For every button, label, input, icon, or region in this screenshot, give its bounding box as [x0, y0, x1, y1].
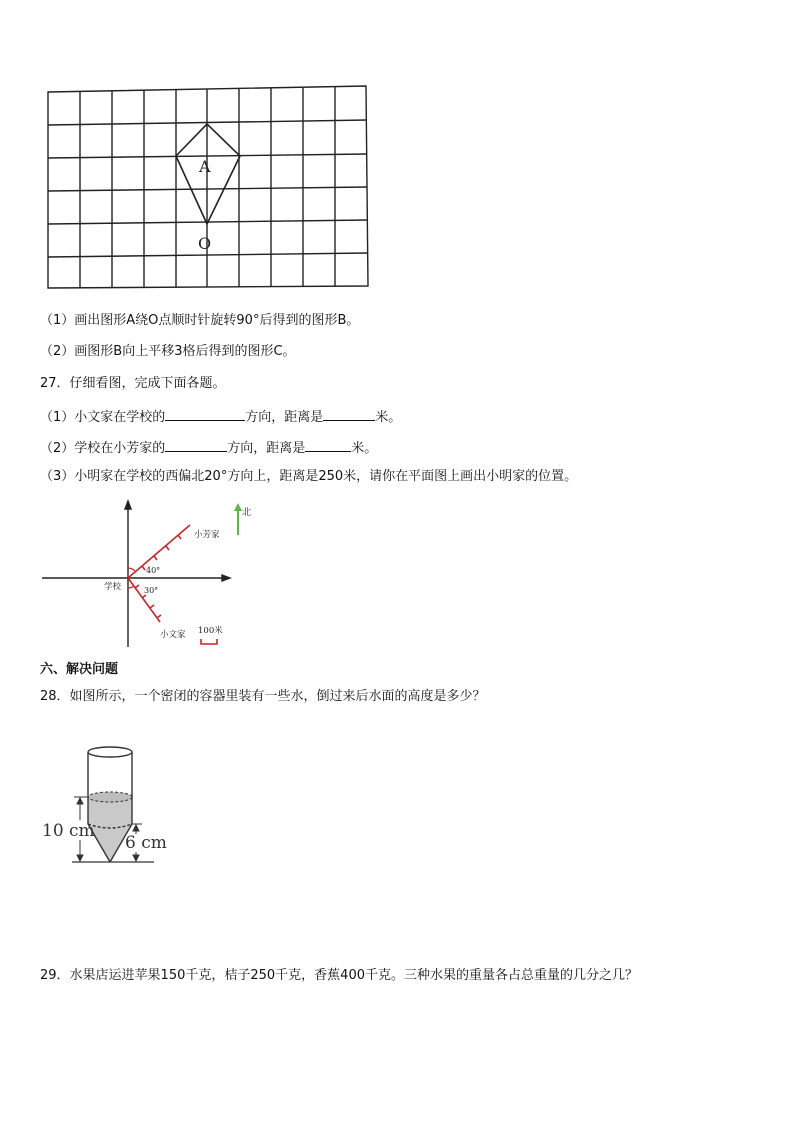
angle-label-30: 30°	[144, 586, 159, 595]
scale-bar	[201, 639, 217, 644]
q27-sub1-distance-blank[interactable]	[323, 406, 375, 421]
north-arrow-icon	[234, 503, 242, 535]
q27-sub2-distance-blank[interactable]	[305, 437, 351, 452]
ray-xiaowen	[128, 578, 161, 622]
angle-label-40: 40°	[146, 566, 161, 575]
q27-sub2-middle: 方向，距离是	[227, 441, 306, 456]
label-10cm: 10 cm	[42, 821, 95, 841]
xiaofang-label: 小芳家	[194, 530, 220, 540]
q26-sub1: （1）画出图形A绕O点顺时针旋转90°后得到的图形B。	[40, 313, 360, 328]
q27-sub1-middle: 方向，距离是	[245, 410, 324, 425]
q27-sub1-prefix: （1）小文家在学校的	[40, 410, 166, 425]
q26-sub2: （2）画图形B向上平移3格后得到的图形C。	[40, 344, 296, 359]
angle-arc-30	[128, 586, 134, 588]
scale-label: 100米	[198, 626, 223, 636]
school-label: 学校	[104, 582, 122, 592]
xiaowen-label: 小文家	[160, 630, 186, 640]
label-o: O	[198, 234, 212, 253]
position-map	[38, 495, 258, 655]
q27-sub2-suffix: 米。	[351, 441, 378, 456]
north-label: 北	[242, 508, 252, 518]
angle-arc-40	[128, 568, 135, 571]
q27-sub1-direction-blank[interactable]	[165, 406, 245, 421]
q27-sub2	[40, 437, 377, 458]
q28-stem: 28．如图所示，一个密闭的容器里装有一些水，倒过来后水面的高度是多少？	[40, 689, 486, 704]
q27-sub2-direction-blank[interactable]	[165, 437, 227, 452]
container-figure	[38, 742, 178, 870]
q27-stem: 27．仔细看图，完成下面各题。	[40, 376, 226, 391]
q27-sub1-suffix: 米。	[375, 410, 402, 425]
q27-sub2-prefix: （2）学校在小芳家的	[40, 441, 166, 456]
label-6cm: 6 cm	[125, 833, 167, 853]
q29-stem: 29．水果店运进苹果150千克，桔子250千克，香蕉400千克。三种水果的重量各占总重量的几分之几？	[40, 968, 638, 983]
section-6-title: 六、解决问题	[40, 662, 119, 677]
q27-sub3: （3）小明家在学校的西偏北20°方向上，距离是250米，请你在平面图上画出小明家的位置。	[40, 469, 578, 484]
label-a: A	[199, 157, 211, 176]
q27-sub1	[40, 406, 401, 427]
grid-figure	[40, 82, 380, 292]
